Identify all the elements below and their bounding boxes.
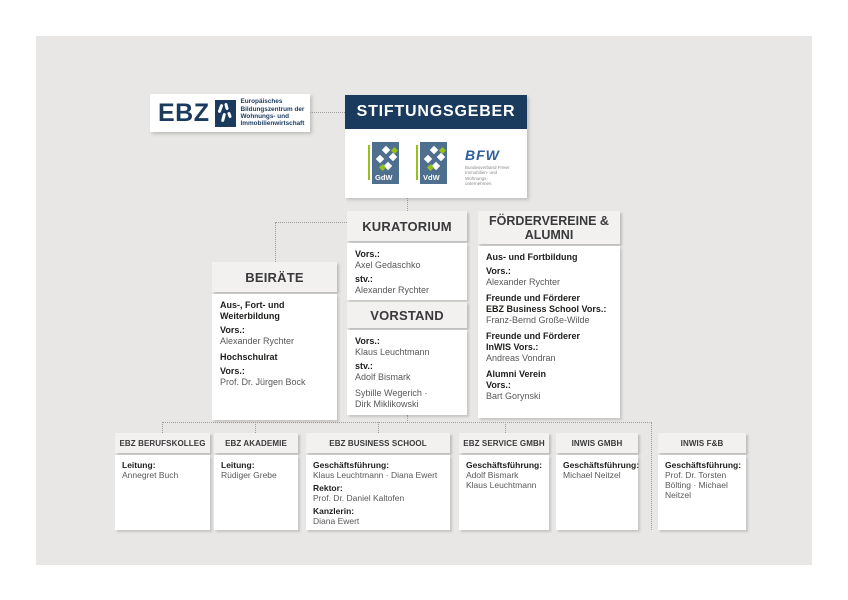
kuratorium-chair-name: Axel Gedaschko (355, 260, 421, 270)
ebz-logo-box (150, 94, 310, 132)
foerder-chair-name: Franz-Bernd Große-Wilde (486, 315, 590, 325)
unit-header-inwis-fb: INWIS F&B (658, 433, 746, 453)
beiraete-body (212, 294, 337, 420)
foerder-section-title: Alumni Verein (486, 369, 547, 379)
connector-drop-service-gmbh (505, 422, 506, 433)
kuratorium-deputy-label: stv.: (355, 274, 373, 284)
beiraete-chair-name: Alexander Rychter (220, 336, 295, 346)
gdw-logo-icon (368, 142, 399, 184)
unit-role-label: Leitung: (221, 460, 255, 470)
gdw-logo-strip (368, 145, 370, 180)
unit-role-label: Kanzlerin: (313, 506, 355, 516)
foerder-section-title: InWIS Vors.: (486, 342, 539, 352)
gdw-logo-square: GdW (372, 142, 399, 184)
connector-drop-berufskolleg (162, 422, 163, 433)
vorstand-chair-name: Klaus Leuchtmann (355, 347, 430, 357)
unit-header-ebz-business-school: EBZ BUSINESS SCHOOL (306, 433, 450, 453)
beiraete-role-label: Vors.: (220, 325, 245, 335)
foerder-chair-name: Bart Gorynski (486, 391, 541, 401)
unit-body-ebz-berufskolleg (115, 455, 210, 530)
vdw-logo-strip (416, 145, 418, 180)
foerder-section-title: Freunde und Förderer (486, 293, 581, 303)
vorstand-header: VORSTAND (347, 302, 467, 328)
foerder-role-label: Vors.: (486, 380, 511, 390)
connector-stiftungsgeber-kuratorium (407, 198, 408, 211)
unit-header-ebz-berufskolleg: EBZ BERUFSKOLLEG (115, 433, 210, 453)
unit-person-name: Adolf Bismark (466, 470, 519, 480)
beiraete-header: BEIRÄTE (212, 262, 337, 292)
vorstand-member-name: Dirk Miklikowski (355, 399, 419, 409)
unit-person-name: Prof. Dr. Torsten Bölting · Michael Neitzel (665, 470, 728, 500)
beiraete-section-title: Hochschulrat (220, 352, 278, 362)
bfw-logo-subtext: Bundesverband Freier Immobilien- und Wohnungs- unternehmen (465, 165, 510, 187)
unit-body-ebz-akademie (214, 455, 298, 530)
connector-kuratorium-beiraete-h (275, 222, 347, 223)
vorstand-deputy-label: stv.: (355, 361, 373, 371)
unit-person-name: Michael Neitzel (563, 470, 621, 480)
beiraete-section-title: Aus-, Fort- und (220, 300, 285, 310)
unit-person-name: Annegret Buch (122, 470, 179, 480)
unit-role-label: Leitung: (122, 460, 156, 470)
foerder-section-title: EBZ Business School Vors.: (486, 304, 607, 314)
stiftungsgeber-box (345, 95, 527, 198)
unit-role-label: Geschäftsführung: (466, 460, 543, 470)
unit-role-label: Geschäftsführung: (563, 460, 640, 470)
stiftungsgeber-logos (345, 129, 527, 198)
connector-drop-business-school (378, 422, 379, 433)
vorstand-member-name: Sybille Wegerich · (355, 388, 428, 398)
unit-header-inwis-gmbh: INWIS GMBH (556, 433, 638, 453)
unit-person-name: Diana Ewert (313, 516, 360, 526)
stiftungsgeber-title: STIFTUNGSGEBER (345, 95, 527, 129)
unit-role-label: Rektor: (313, 483, 343, 493)
vorstand-body (347, 330, 467, 415)
kuratorium-deputy-name: Alexander Rychter (355, 285, 430, 295)
foerdervereine-body (478, 246, 620, 418)
unit-body-inwis-fb (658, 455, 746, 530)
ebz-logo-icon (215, 100, 236, 127)
unit-role-label: Geschäftsführung: (665, 460, 742, 470)
connector-bottom-rail (162, 422, 652, 423)
unit-header-ebz-akademie: EBZ AKADEMIE (214, 433, 298, 453)
connector-ebz-stiftungsgeber (310, 112, 345, 113)
unit-body-ebz-service-gmbh (459, 455, 549, 530)
ebz-org-name: Europäisches Bildungszentrum der Wohnungs- und Immobilienwirtschaft (240, 98, 305, 128)
unit-person-name: Klaus Leuchtmann · Diana Ewert (313, 470, 438, 480)
vdw-logo-icon (416, 142, 447, 184)
unit-role-label: Geschäftsführung: (313, 460, 390, 470)
unit-person-name: Prof. Dr. Daniel Kaltofen (313, 493, 405, 503)
foerder-chair-name: Andreas Vondran (486, 353, 556, 363)
vorstand-deputy-name: Adolf Bismark (355, 372, 411, 382)
connector-kuratorium-beiraete-v (275, 222, 276, 262)
unit-body-inwis-gmbh (556, 455, 638, 530)
unit-person-name: Klaus Leuchtmann (466, 480, 537, 490)
beiraete-role-label: Vors.: (220, 366, 245, 376)
unit-header-ebz-service-gmbh: EBZ SERVICE GMBH (459, 433, 549, 453)
connector-inwis-separator (651, 422, 652, 530)
vdw-logo-square: VdW (420, 142, 447, 184)
vorstand-role-label: Vors.: (355, 336, 380, 346)
ebz-wordmark: EBZ (158, 98, 210, 127)
foerder-section-title: Freunde und Förderer (486, 331, 581, 341)
foerder-chair-name: Alexander Rychter (486, 277, 561, 287)
bfw-logo-icon: BFW Bundesverband Freier Immobilien- und Wohnungs- unternehmen (465, 147, 521, 187)
beiraete-chair-name: Prof. Dr. Jürgen Bock (220, 377, 306, 387)
foerder-section-title: Aus- und Fortbildung (486, 252, 578, 262)
kuratorium-header: KURATORIUM (347, 211, 467, 241)
foerder-role-label: Vors.: (486, 266, 511, 276)
connector-drop-akademie (255, 422, 256, 433)
foerdervereine-header: FÖRDERVEREINE & ALUMNI (478, 211, 620, 244)
unit-body-ebz-business-school (306, 455, 450, 530)
beiraete-section-title: Weiterbildung (220, 311, 280, 321)
unit-person-name: Rüdiger Grebe (221, 470, 277, 480)
kuratorium-body (347, 243, 467, 300)
kuratorium-role-label: Vors.: (355, 249, 380, 259)
